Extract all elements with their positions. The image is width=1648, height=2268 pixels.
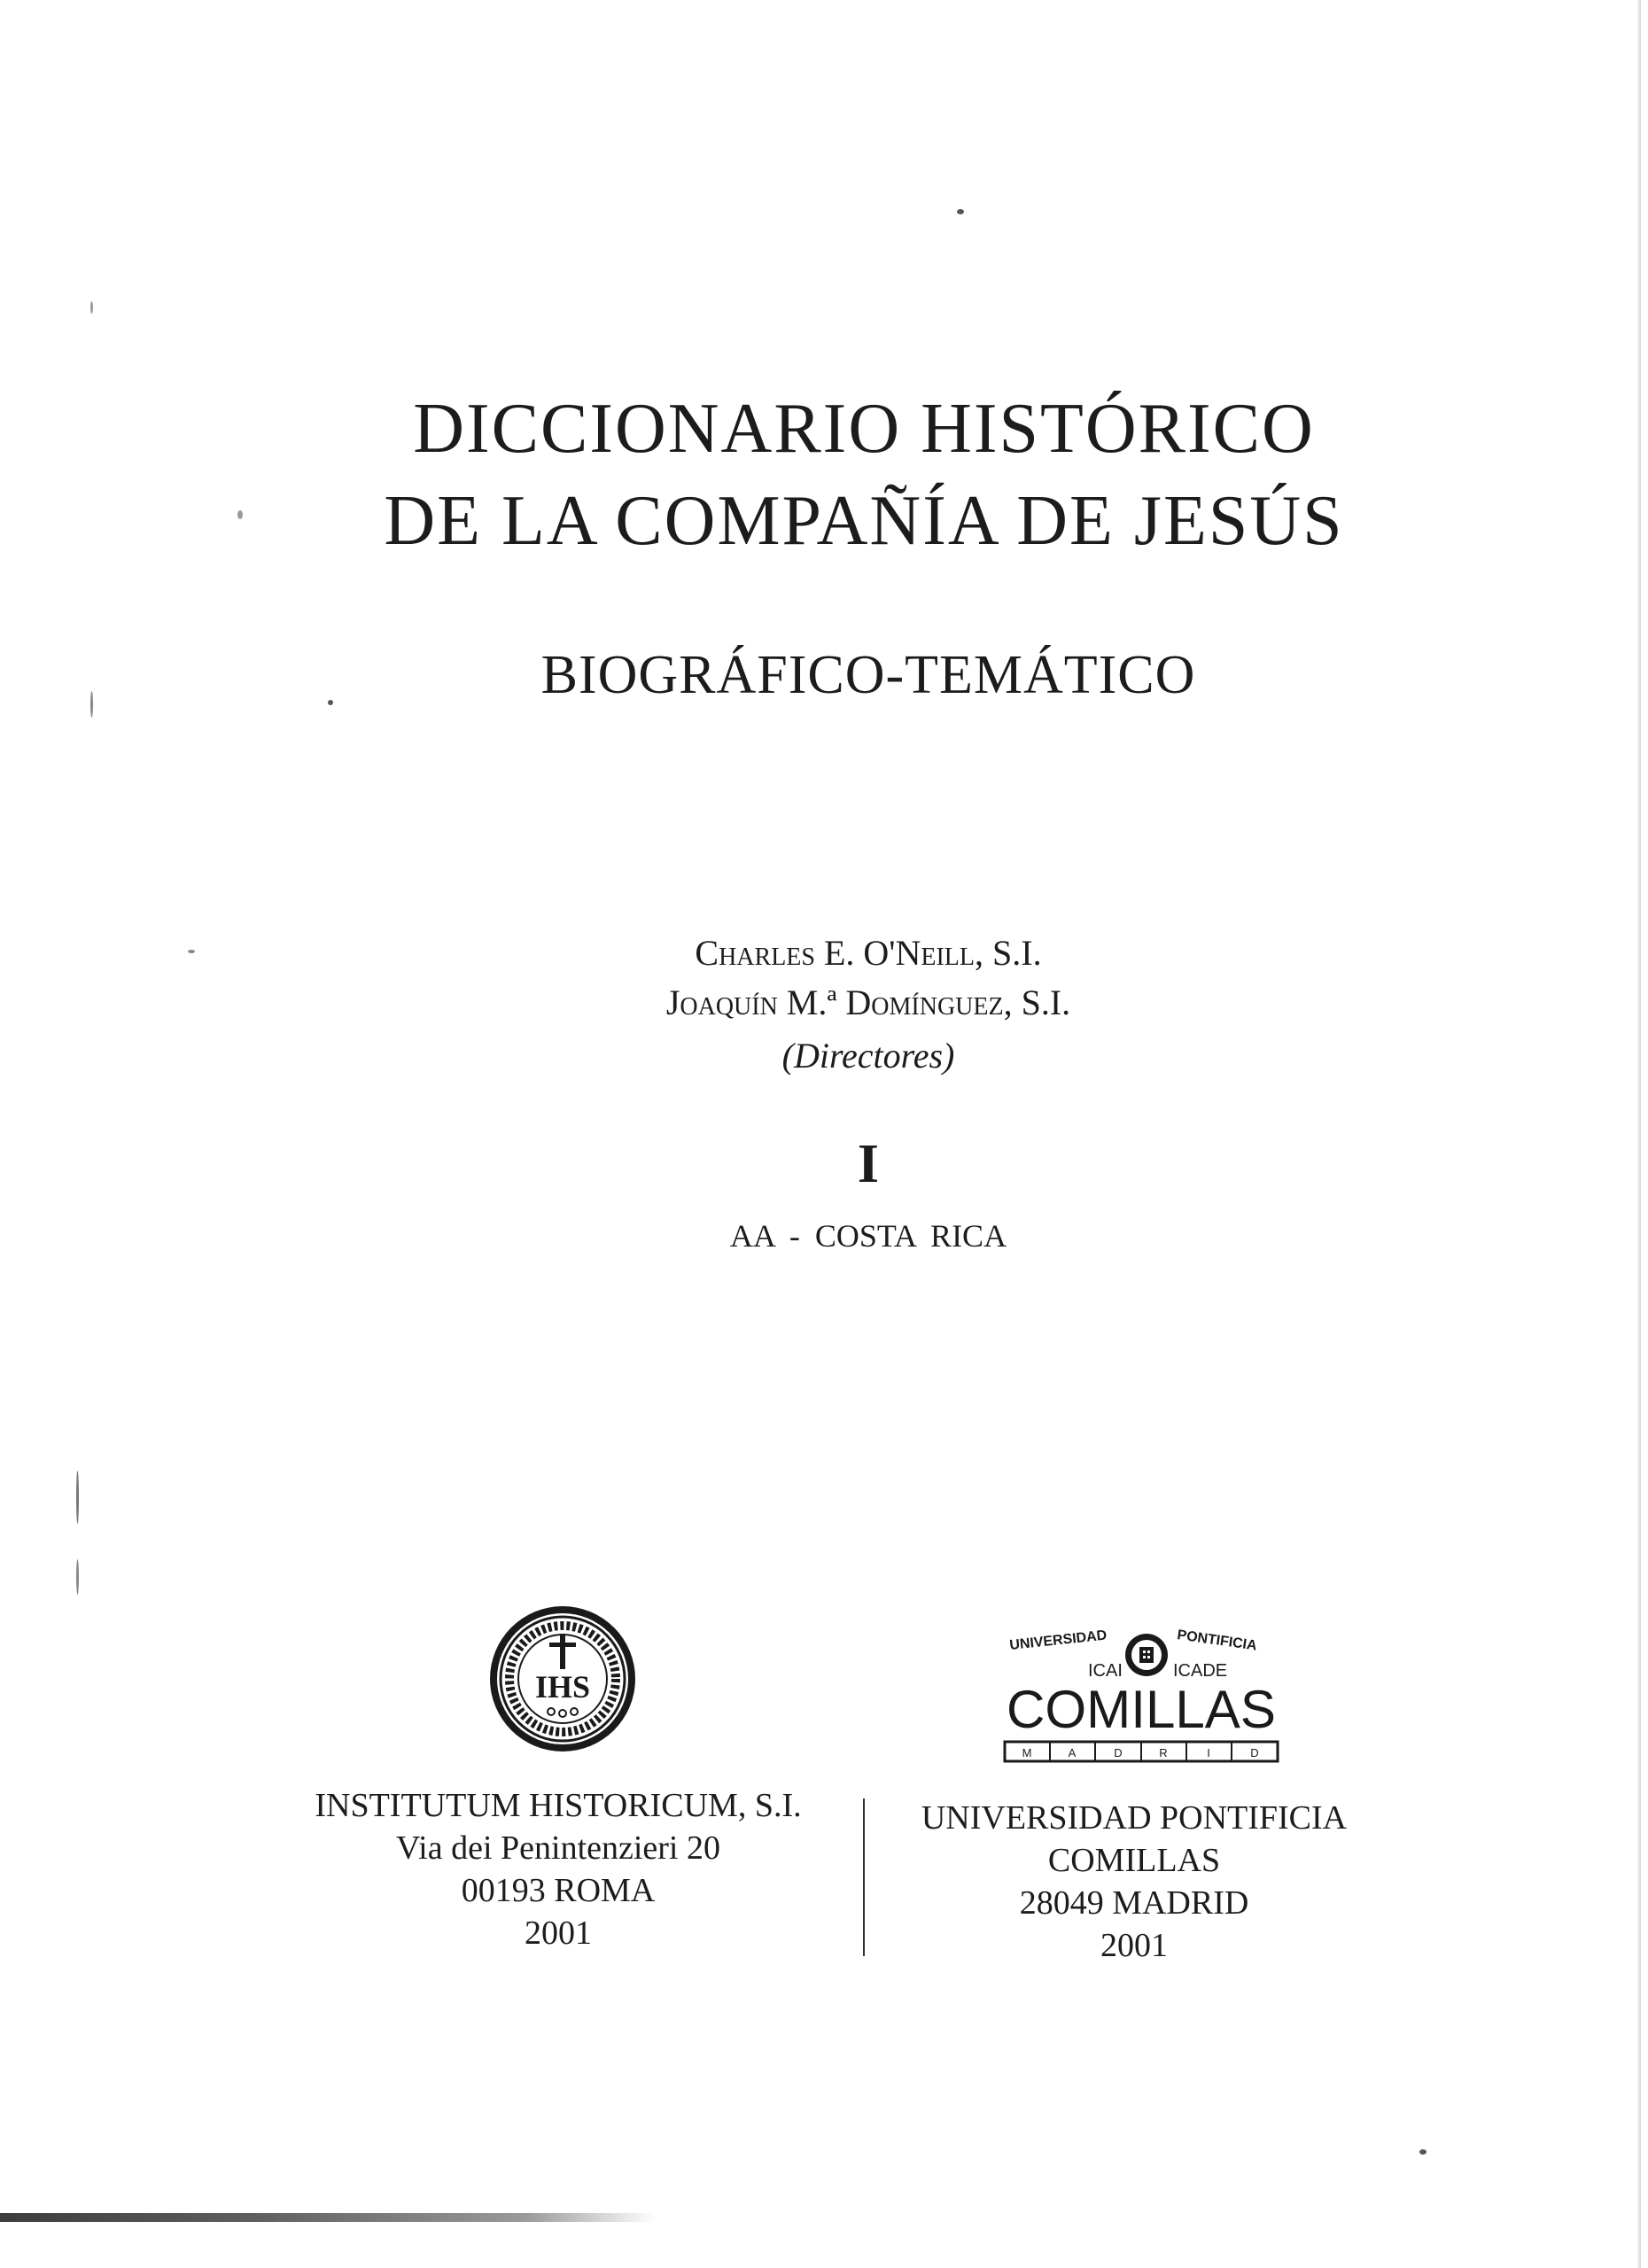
publisher-left-address [266, 1784, 851, 1954]
book-title-line-1: DICCIONARIO HISTÓRICO [413, 390, 1315, 468]
scan-streak [0, 2213, 656, 2222]
scan-speck [76, 1559, 79, 1595]
scan-speck [237, 510, 243, 519]
ihs-seal-icon [487, 1604, 638, 1754]
publisher-city: 00193 ROMA [461, 1872, 656, 1909]
logo-city-letter: D [1114, 1746, 1123, 1759]
publisher-year: 2001 [525, 1915, 592, 1952]
logo-pontificia-text: PONTIFICIA [1176, 1627, 1258, 1654]
logo-city-letter: A [1068, 1746, 1077, 1759]
publisher-right-address [886, 1797, 1382, 1967]
book-title-line-2: DE LA COMPAÑÍA DE JESÚS [384, 482, 1344, 560]
logo-city-letter: R [1159, 1746, 1168, 1759]
publisher-name: UNIVERSIDAD PONTIFICIA [921, 1799, 1348, 1837]
scan-speck [90, 691, 93, 718]
scan-speck [957, 209, 964, 214]
scan-speck [90, 301, 93, 314]
book-title [337, 383, 1391, 567]
logo-city-letter: M [1022, 1746, 1032, 1759]
logo-icade-text: ICADE [1173, 1661, 1228, 1681]
volume-range: AA - COSTA RICA [729, 1218, 1007, 1254]
logo-city-letter: I [1207, 1746, 1210, 1759]
publisher-year: 2001 [1100, 1927, 1168, 1964]
publisher-name-2: COMILLAS [1047, 1842, 1221, 1879]
publisher-street: Via dei Penintenzieri 20 [396, 1829, 720, 1867]
book-subtitle: BIOGRÁFICO-TEMÁTICO [540, 645, 1196, 705]
author-list [532, 928, 1205, 1028]
scan-speck [76, 1471, 79, 1524]
seal-lettering: IHS [534, 1669, 591, 1705]
scan-speck [328, 700, 333, 705]
logo-icai-text: ICAI [1088, 1661, 1123, 1681]
author-name: Charles E. O'Neill, S.I. [695, 933, 1042, 973]
publisher-divider [863, 1798, 865, 1956]
publisher-name: INSTITUTUM HISTORICUM, S.I. [315, 1787, 802, 1824]
comillas-logo-icon [999, 1618, 1283, 1770]
logo-comillas-text: COMILLAS [1007, 1680, 1276, 1739]
page-edge-shadow [1637, 0, 1641, 2268]
volume-number: I [857, 1134, 880, 1194]
author-role: (Directores) [781, 1036, 955, 1076]
scan-speck [188, 950, 195, 953]
author-name: Joaquín M.ª Domínguez, S.I. [665, 983, 1071, 1022]
logo-city-letter: D [1250, 1746, 1259, 1759]
publisher-city: 28049 MADRID [1019, 1884, 1249, 1922]
logo-universidad-text: UNIVERSIDAD [1008, 1627, 1108, 1653]
scan-speck [1419, 2149, 1426, 2155]
